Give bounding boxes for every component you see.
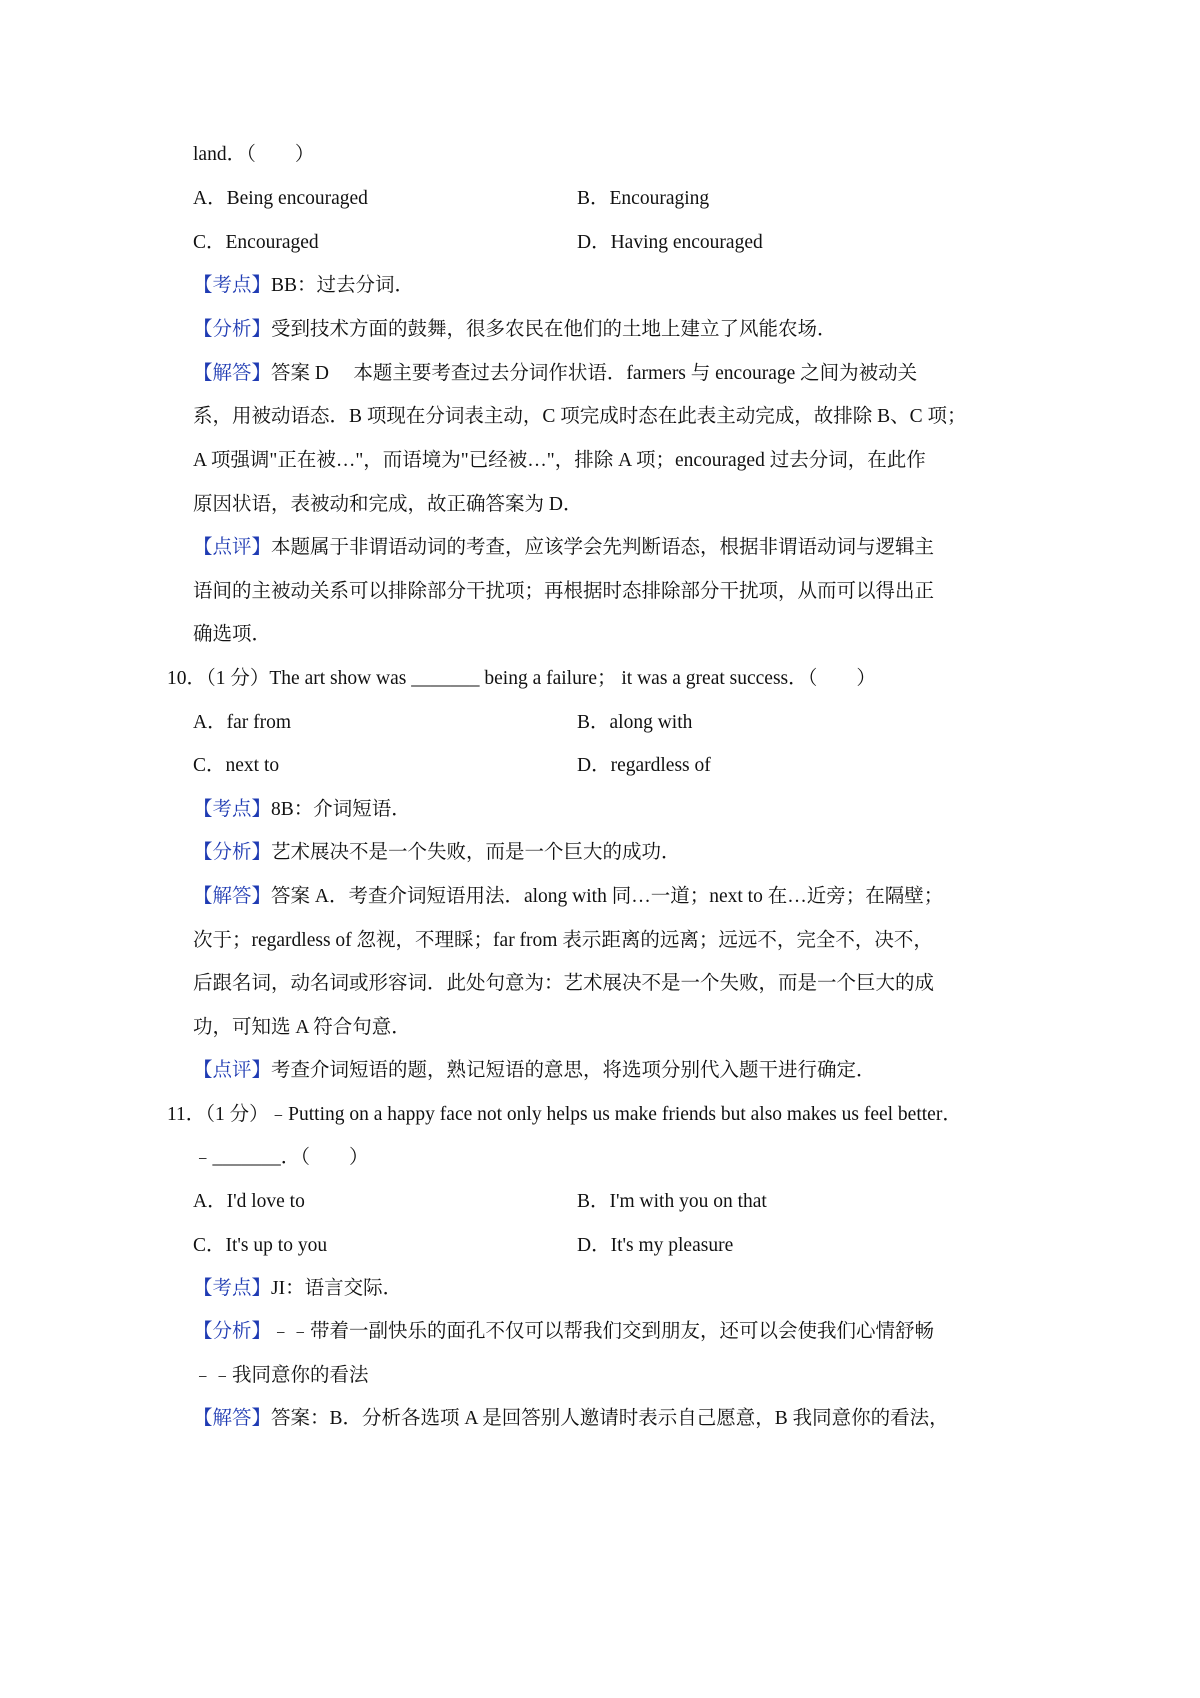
kaodian-tag: 【考点】 — [193, 275, 272, 296]
q11-option-d: D．It's my pleasure — [577, 1235, 734, 1256]
dianping-tag: 【点评】 — [193, 537, 272, 558]
jieda-text: 答案：B．分析各选项 A 是回答别人邀请时表示自己愿意，B 我同意你的看法， — [271, 1408, 949, 1429]
q9-option-b: B．Encouraging — [577, 188, 710, 209]
q11-option-b: B．I'm with you on that — [577, 1191, 767, 1212]
q9-kaodian — [193, 272, 414, 300]
q11-kaodian — [193, 1275, 402, 1303]
q11-option-c: C．It's up to you — [193, 1235, 328, 1256]
kaodian-text: 8B：介词短语． — [271, 799, 411, 820]
fenxi-tag: 【分析】 — [193, 319, 272, 340]
q11-jieda — [193, 1405, 949, 1433]
q11-stem-response: ﹣_______．（ ） — [193, 1147, 369, 1168]
q10-fenxi — [193, 839, 681, 867]
q9-option-a: A．Being encouraged — [193, 188, 368, 209]
jieda-text: 答案 A．考查介词短语用法．along with 同…一道；next to 在…近旁；在隔壁； — [271, 886, 944, 907]
jieda-tag: 【解答】 — [193, 1408, 272, 1429]
q10-jieda-line-3: 后跟名词，动名词或形容词．此处句意为：艺术展决不是一个失败，而是一个巨大的成 — [193, 973, 935, 994]
dianping-text: 本题属于非谓语动词的考查，应该学会先判断语态，根据非谓语动词与逻辑主 — [271, 537, 935, 558]
fenxi-text: 受到技术方面的鼓舞，很多农民在他们的土地上建立了风能农场． — [271, 319, 837, 340]
kaodian-tag: 【考点】 — [193, 799, 272, 820]
q10-jieda-line-4: 功，可知选 A 符合句意． — [193, 1017, 411, 1038]
q10-jieda-line-2: 次于；regardless of 忽视，不理睬；far from 表示距离的远离；远远不，完全不，决不， — [193, 930, 933, 951]
q11-fenxi-line-2: ﹣﹣我同意你的看法 — [193, 1365, 369, 1386]
jieda-text: 答案 D 本题主要考查过去分词作状语．farmers 与 encourage 之间为被动关 — [271, 363, 918, 384]
q10-jieda-line-1 — [193, 883, 943, 911]
q9-option-c: C．Encouraged — [193, 232, 319, 253]
q10-kaodian — [193, 796, 411, 824]
q10-dianping — [193, 1057, 876, 1085]
q9-dianping-line-2: 语间的主被动关系可以排除部分干扰项；再根据时态排除部分干扰项，从而可以得出正 — [193, 581, 935, 602]
q9-jieda-line-1 — [193, 360, 917, 388]
fenxi-text: ﹣﹣带着一副快乐的面孔不仅可以帮我们交到朋友，还可以会使我们心情舒畅 — [271, 1321, 935, 1342]
q11-option-a: A．I'd love to — [193, 1191, 305, 1212]
kaodian-text: BB：过去分词． — [271, 275, 415, 296]
jieda-tag: 【解答】 — [193, 363, 272, 384]
q10-option-b: B．along with — [577, 712, 693, 733]
q9-jieda-line-3: A 项强调"正在被…"，而语境为"已经被…"，排除 A 项；encouraged 过去分词，在此作 — [193, 450, 926, 471]
q10-option-d: D．regardless of — [577, 755, 711, 776]
kaodian-tag: 【考点】 — [193, 1278, 272, 1299]
q11-stem: 11．（1 分）﹣Putting on a happy face not only helps us make friends but also makes us feel better． — [167, 1104, 962, 1125]
q11-fenxi-line-1 — [193, 1318, 934, 1346]
dianping-text: 考查介词短语的题，熟记短语的意思，将选项分别代入题干进行确定． — [271, 1060, 876, 1081]
q9-option-d: D．Having encouraged — [577, 232, 763, 253]
q9-stem-tail: land．（ ） — [193, 144, 315, 165]
q9-dianping-line-1 — [193, 534, 934, 562]
fenxi-text: 艺术展决不是一个失败，而是一个巨大的成功． — [271, 842, 681, 863]
q9-jieda-line-4: 原因状语，表被动和完成，故正确答案为 D． — [193, 494, 583, 515]
fenxi-tag: 【分析】 — [193, 1321, 272, 1342]
q9-jieda-line-2: 系，用被动语态．B 项现在分词表主动，C 项完成时态在此表主动完成，故排除 B、C 项； — [193, 406, 967, 427]
fenxi-tag: 【分析】 — [193, 842, 272, 863]
q10-option-c: C．next to — [193, 755, 280, 776]
q10-stem: 10．（1 分）The art show was _______ being a failure； it was a great success．（ ） — [167, 668, 876, 689]
q9-dianping-line-3: 确选项． — [193, 624, 272, 645]
jieda-tag: 【解答】 — [193, 886, 272, 907]
q10-option-a: A．far from — [193, 712, 292, 733]
dianping-tag: 【点评】 — [193, 1060, 272, 1081]
q9-fenxi — [193, 316, 837, 344]
kaodian-text: JI：语言交际． — [271, 1278, 403, 1299]
